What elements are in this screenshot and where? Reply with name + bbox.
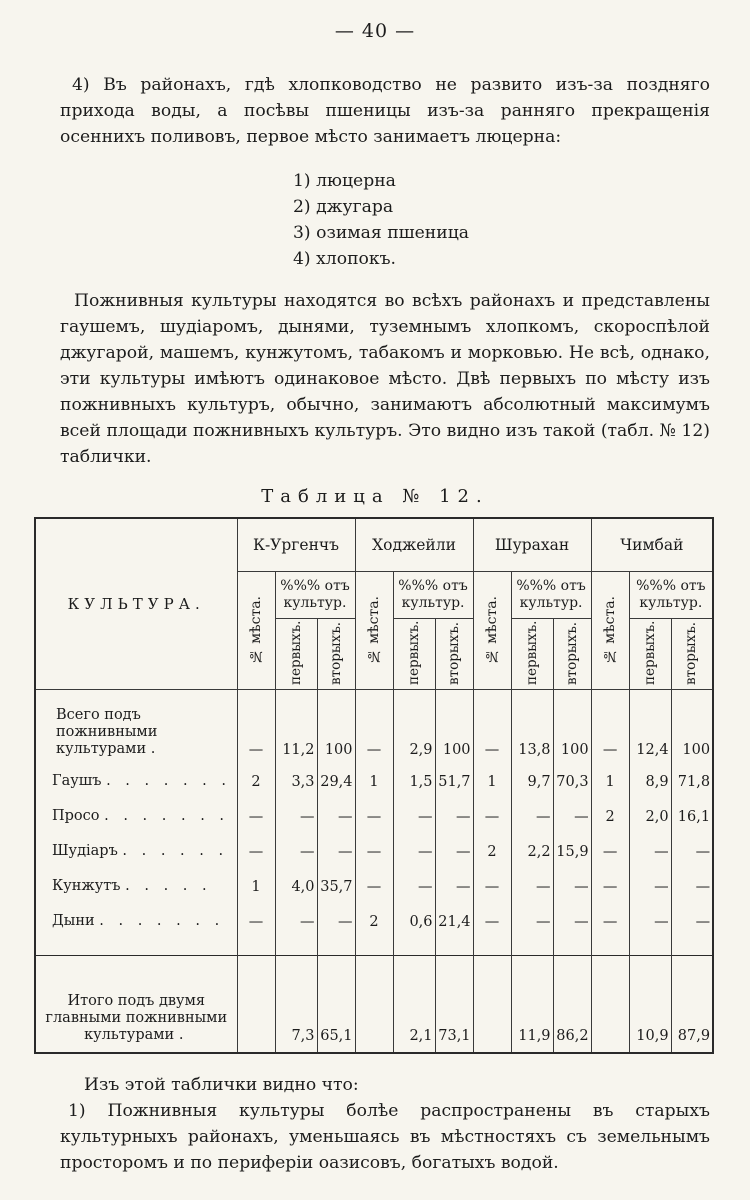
secondary-crops-table xyxy=(34,517,714,1054)
first-crop-header: первыхъ. xyxy=(629,619,671,690)
table-cell: — xyxy=(317,799,355,834)
place-number-header: № мѣста. xyxy=(355,572,393,690)
table-cell: 1 xyxy=(355,764,393,799)
row-leader-dots: . . . . . xyxy=(125,878,212,894)
percent-header: %%% отъ культур. xyxy=(393,572,473,619)
table-cell: 15,9 xyxy=(553,834,591,869)
table-cell: — xyxy=(473,904,511,939)
table-cell: 1 xyxy=(237,869,275,904)
table-cell: — xyxy=(473,706,511,764)
second-crop-header: вторыхъ. xyxy=(553,619,591,690)
row-label xyxy=(35,904,237,939)
table-cell: 2 xyxy=(591,799,629,834)
table-cell: 35,7 xyxy=(317,869,355,904)
table-cell xyxy=(237,956,275,1054)
table-cell: 4,0 xyxy=(275,869,317,904)
paragraph-conclusion-1: 1) Пожнивныя культуры болѣе распространены въ старыхъ культурныхъ районахъ, уменьшаясь въ мѣстностяхъ съ земельнымъ просторомъ и по периферіи оазисовъ, богатыхъ водой. xyxy=(60,1101,710,1173)
table-caption: Таблица № 12. xyxy=(261,486,489,507)
table-cell: — xyxy=(671,904,713,939)
table-cell: 2 xyxy=(473,834,511,869)
crop-list xyxy=(293,168,469,272)
table-spacer-row xyxy=(35,690,713,707)
table-cell: — xyxy=(553,799,591,834)
table-cell: — xyxy=(629,834,671,869)
table-cell: — xyxy=(671,834,713,869)
table-cell: 2,9 xyxy=(393,706,435,764)
table-cell: 1 xyxy=(473,764,511,799)
table-row xyxy=(35,956,713,1054)
page-number: — 40 — xyxy=(334,20,416,42)
table-cell: 16,1 xyxy=(671,799,713,834)
percent-header: %%% отъ культур. xyxy=(629,572,713,619)
table-cell: 71,8 xyxy=(671,764,713,799)
table-cell: — xyxy=(435,869,473,904)
row-label-text: Просо xyxy=(52,808,100,824)
paragraph-conclusion-intro: Изъ этой таблички видно что: xyxy=(84,1075,359,1095)
table-cell: 2,2 xyxy=(511,834,553,869)
table-cell: 8,9 xyxy=(629,764,671,799)
table-cell: — xyxy=(553,904,591,939)
table-cell: 100 xyxy=(553,706,591,764)
table-cell: — xyxy=(553,869,591,904)
table-cell: — xyxy=(317,834,355,869)
table-cell: 2,1 xyxy=(393,956,435,1054)
table-cell: 13,8 xyxy=(511,706,553,764)
percent-header: %%% отъ культур. xyxy=(275,572,355,619)
table-cell: — xyxy=(355,834,393,869)
culture-column-header: КУЛЬТУРА. xyxy=(35,518,237,690)
row-label xyxy=(35,706,237,764)
table-row xyxy=(35,834,713,869)
table-cell: — xyxy=(591,904,629,939)
crop-list-item: 2) джугара xyxy=(293,197,394,217)
row-label-text: Дыни xyxy=(52,913,95,929)
row-leader-dots: . xyxy=(178,1027,189,1043)
table-cell: — xyxy=(511,869,553,904)
table-cell: — xyxy=(355,799,393,834)
table-cell: 86,2 xyxy=(553,956,591,1054)
region-header: Чимбай xyxy=(591,518,713,572)
row-label-text: Всего подъ пожнивными культурами xyxy=(56,707,158,757)
region-header: Шурахан xyxy=(473,518,591,572)
table-cell: 100 xyxy=(671,706,713,764)
row-label xyxy=(35,764,237,799)
table-cell: — xyxy=(591,869,629,904)
table-cell: 65,1 xyxy=(317,956,355,1054)
table-cell: 3,3 xyxy=(275,764,317,799)
table-cell: — xyxy=(393,869,435,904)
table-cell: 7,3 xyxy=(275,956,317,1054)
table-cell: 100 xyxy=(435,706,473,764)
table-cell: — xyxy=(511,904,553,939)
second-crop-header: вторыхъ. xyxy=(317,619,355,690)
table-cell: — xyxy=(355,706,393,764)
row-label xyxy=(35,956,237,1054)
row-leader-dots: . . . . . . . xyxy=(104,808,230,824)
table-cell: 2 xyxy=(355,904,393,939)
table-cell: 2 xyxy=(237,764,275,799)
table-cell: 9,7 xyxy=(511,764,553,799)
table-cell: — xyxy=(393,834,435,869)
row-label-text: Шудіаръ xyxy=(52,843,118,859)
table-cell: 1,5 xyxy=(393,764,435,799)
table-cell: — xyxy=(237,904,275,939)
second-crop-header: вторыхъ. xyxy=(671,619,713,690)
table-cell: 1 xyxy=(591,764,629,799)
row-label xyxy=(35,834,237,869)
crop-list-item: 1) люцерна xyxy=(293,171,396,191)
table-cell: — xyxy=(591,706,629,764)
table-cell: 11,2 xyxy=(275,706,317,764)
table-cell: — xyxy=(629,904,671,939)
table-cell: 100 xyxy=(317,706,355,764)
table-cell: — xyxy=(435,799,473,834)
table-cell: — xyxy=(435,834,473,869)
table-cell: — xyxy=(511,799,553,834)
table-cell xyxy=(473,956,511,1054)
table-cell: 73,1 xyxy=(435,956,473,1054)
table-cell: — xyxy=(237,834,275,869)
crop-list-item: 3) озимая пшеница xyxy=(293,223,470,243)
table-row xyxy=(35,904,713,939)
table-row xyxy=(35,799,713,834)
row-label xyxy=(35,869,237,904)
table-row xyxy=(35,706,713,764)
row-label-text: Гаушъ xyxy=(52,773,102,789)
first-crop-header: первыхъ. xyxy=(275,619,317,690)
table-cell: 21,4 xyxy=(435,904,473,939)
table-cell: 2,0 xyxy=(629,799,671,834)
percent-header: %%% отъ культур. xyxy=(511,572,591,619)
region-header: Ходжейли xyxy=(355,518,473,572)
table-cell: 29,4 xyxy=(317,764,355,799)
table-cell: 10,9 xyxy=(629,956,671,1054)
table-cell: — xyxy=(275,904,317,939)
table-cell: 0,6 xyxy=(393,904,435,939)
second-crop-header: вторыхъ. xyxy=(435,619,473,690)
row-label-text: Итого подъ двумя главными пожнивными культурами xyxy=(45,993,228,1043)
first-crop-header: первыхъ. xyxy=(511,619,553,690)
table-cell: 11,9 xyxy=(511,956,553,1054)
table-cell: — xyxy=(671,869,713,904)
first-crop-header: первыхъ. xyxy=(393,619,435,690)
row-leader-dots: . . . . . . . xyxy=(99,913,225,929)
table-cell: — xyxy=(393,799,435,834)
table-cell: 87,9 xyxy=(671,956,713,1054)
crop-list-item: 4) хлопокъ. xyxy=(293,249,397,269)
table-cell: — xyxy=(629,869,671,904)
row-leader-dots: . xyxy=(150,741,161,757)
table-row xyxy=(35,869,713,904)
table-cell: — xyxy=(237,799,275,834)
row-leader-dots: . . . . . . . xyxy=(106,773,232,789)
table-cell: — xyxy=(317,904,355,939)
table-cell: 70,3 xyxy=(553,764,591,799)
paragraph-lucerne-intro: 4) Въ районахъ, гдѣ хлопководство не развито изъ-за поздняго прихода воды, а посѣвы пшеницы изъ-за ранняго прекращенія осеннихъ поливовъ, первое мѣсто занимаетъ люцерна: xyxy=(60,75,710,147)
place-number-header: № мѣста. xyxy=(473,572,511,690)
table-spacer-row xyxy=(35,939,713,956)
table-cell: — xyxy=(237,706,275,764)
row-label xyxy=(35,799,237,834)
place-number-header: № мѣста. xyxy=(591,572,629,690)
table-cell: — xyxy=(275,799,317,834)
row-leader-dots: . . . . . . xyxy=(122,843,229,859)
table-cell: — xyxy=(591,834,629,869)
table-cell: 51,7 xyxy=(435,764,473,799)
row-label-text: Кунжутъ xyxy=(52,878,121,894)
table-row xyxy=(35,764,713,799)
table-cell: — xyxy=(275,834,317,869)
table-cell: — xyxy=(473,799,511,834)
table-cell xyxy=(591,956,629,1054)
region-header: К-Ургенчъ xyxy=(237,518,355,572)
place-number-header: № мѣста. xyxy=(237,572,275,690)
table-cell: 12,4 xyxy=(629,706,671,764)
table-cell: — xyxy=(473,869,511,904)
table-cell xyxy=(355,956,393,1054)
table-cell: — xyxy=(355,869,393,904)
paragraph-secondary-crops: Пожнивныя культуры находятся во всѣхъ районахъ и представлены гаушемъ, шудіаромъ, дынями, туземнымъ хлопкомъ, скороспѣлой джугарой, машемъ, кунжутомъ, табакомъ и морковью. Не всѣ, однако, эти культуры имѣютъ одинаковое мѣсто. Двѣ первыхъ по мѣсту изъ пожнивныхъ культуръ, обычно, занимаютъ абсолютный максимумъ всей площади пожнивныхъ культуръ. Это видно изъ такой (табл. № 12) таблички. xyxy=(60,291,710,467)
